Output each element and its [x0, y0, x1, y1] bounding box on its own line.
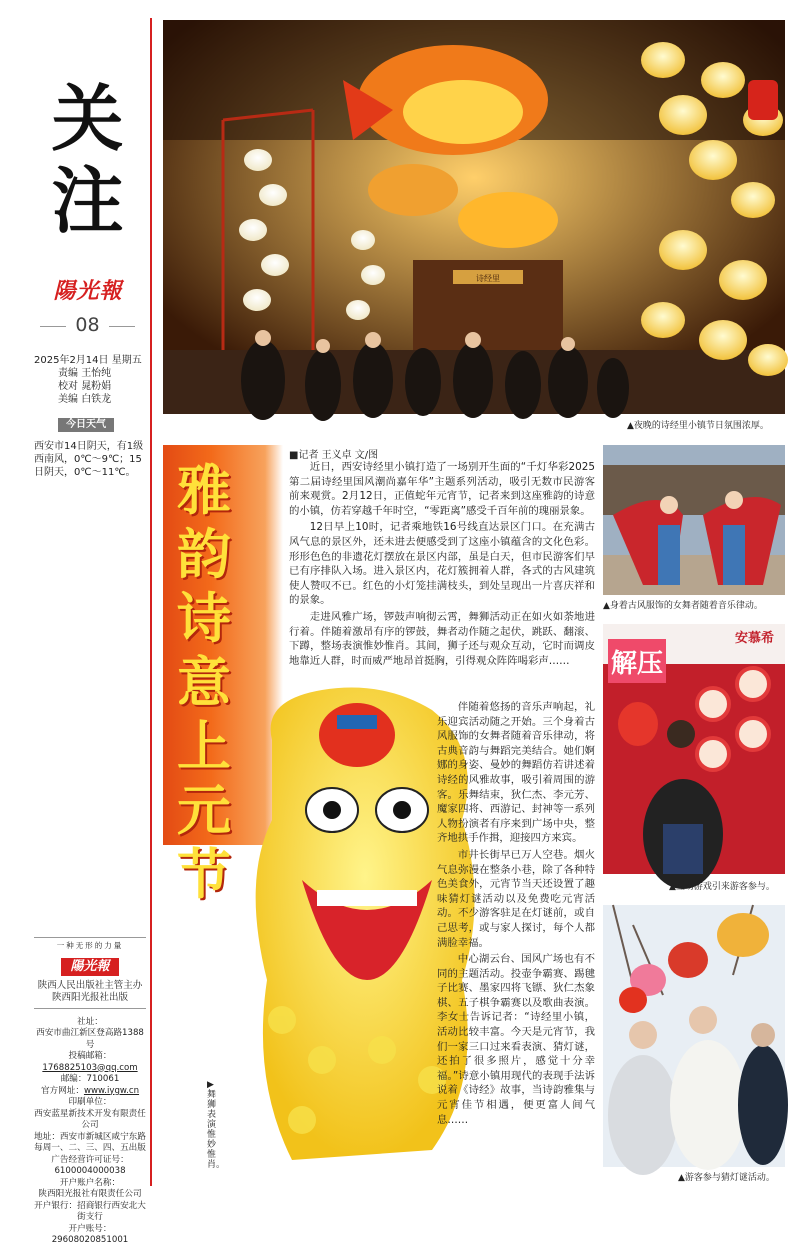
riddle-caption: ▲游客参与猜灯谜活动。: [678, 1173, 775, 1183]
account-name: 陕西阳光报社有限责任公司: [38, 1189, 142, 1199]
page-number: 08: [40, 314, 135, 336]
issue-date: 2025年2月14日 星期五: [34, 355, 142, 366]
editor-line: [34, 367, 146, 380]
weather-text: 西安市14日阴天，有1级西南风，0℃～9℃；15日阴天，0℃～11℃。: [34, 441, 144, 478]
riddle-photo: [603, 905, 785, 1167]
lantern-scene: [163, 20, 785, 414]
sponsor: 陕西人民出版社主管主办: [37, 979, 143, 991]
slogan: 一种无形的力量: [34, 937, 146, 952]
editor-name: 晁粉娟: [81, 381, 112, 392]
publisher-logo: 陽光報: [61, 958, 119, 976]
main-lantern-photo: [163, 20, 785, 414]
website-link[interactable]: www.iygw.cn: [83, 1085, 140, 1096]
dancers-photo: [603, 445, 785, 595]
editor-name: 王怡纯: [81, 368, 112, 379]
section-title: 关注: [51, 76, 124, 243]
game-photo: [603, 624, 785, 874]
editor-role: 美编: [58, 394, 78, 405]
main-photo-caption: ▲夜晚的诗经里小镇节日氛围浓厚。: [627, 421, 769, 431]
postcode: 邮编：710061: [60, 1074, 120, 1084]
game-sign-small: 安慕希: [735, 631, 775, 646]
bank: 开户银行：招商银行西安北大街支行: [34, 1200, 146, 1222]
paragraph: 中心湖云台、国风广场也有不同的主题活动。投壶争霸赛、踢毽子比赛、墨家四将飞镖、狄仁杰象棋、五子棋争霸赛以及歌曲表演。李女士告诉记者：“诗经里小镇，活动比较丰富。今天是元宵节，我们一家三口过来看表演、猜灯谜，还拍了很多照片，感觉十分幸福。”诗意小镇用现代的表现手法诉说着《诗经》故事，当诗韵雅集与元宵佳节相遇，便更富人间气息……: [437, 953, 595, 1126]
article-byline: ■记者 王义卓 文/图: [289, 450, 379, 461]
article-body-column: [437, 700, 595, 1129]
ad-license: 6100004000038: [54, 1166, 126, 1176]
editor-role: 校对: [58, 381, 78, 392]
address-label: 社址：: [77, 1016, 103, 1027]
sidebar-divider: [150, 18, 152, 1186]
ad-license-label: 广告经营许可证号：: [51, 1154, 129, 1165]
website-line: [34, 1086, 146, 1098]
paragraph: 走进风雅广场，锣鼓声响彻云霄，舞狮活动正在如火如荼地进行着。伴随着激昂有序的锣鼓，舞者动作随之起伏，跳跃、翻滚、下蹲，整场表演惟妙惟肖。其间，狮子还与观众互动，它时而调皮地靠近人群，时而威严地昂首挺胸，引得观众阵阵喝彩声……: [289, 610, 595, 667]
game-scene: [603, 624, 785, 874]
newspaper-logo: 陽光報: [53, 278, 123, 304]
editor-name: 白铁龙: [81, 394, 112, 405]
lion-photo-caption: ▶舞狮表演惟妙惟肖。: [207, 1080, 226, 1170]
dancers-caption: ▲身着古风服饰的女舞者随着音乐律动。: [603, 601, 763, 611]
publisher-names: [34, 980, 146, 1009]
issuer: 陕西阳光报社出版: [51, 991, 128, 1003]
paragraph: 近日，西安诗经里小镇打造了一场别开生面的“千灯华彩2025第二届诗经里国风潮尚嘉年华”主题系列活动，吸引无数市民游客前来观赏。2月12日，正值蛇年元宵节，记者来到这座雅韵的诗意的小镇，仿若穿越千年时空，“零距离”感受千百年前的瑰丽景象。: [289, 461, 595, 517]
website-label: 官方网址：: [40, 1085, 84, 1096]
arch-sign: 诗经里: [476, 274, 500, 283]
schedule: 每周一、二、三、四、五出版: [34, 1143, 146, 1153]
account-name-label: 开户账户名称：: [59, 1177, 121, 1188]
dancers-scene: [603, 445, 785, 595]
address: 西安市曲江新区登高路1388号: [36, 1028, 144, 1050]
printer-address: 地址：西安市新城区咸宁东路: [34, 1131, 146, 1142]
editor-role: 责编: [58, 368, 78, 379]
printer: 西安蓝星新技术开发有限责任公司: [34, 1108, 146, 1130]
article-headline: 雅韵诗意上元节: [177, 458, 231, 906]
email-link[interactable]: 1768825103@qq.com: [42, 1062, 138, 1073]
paragraph: 伴随着悠扬的音乐声响起，礼乐迎宾活动随之开始。三个身着古风服饰的女舞者随着音乐律动，将古典音韵与舞蹈完美结合。她们婀娜的身姿、曼妙的舞蹈仿若讲述着诗经的风雅故事，吸引着周围的游客。乐舞结束，狄仁杰、李元芳、魔家四将、西游记、封神等一系列人物扮演者有序来到广场中央，整齐地拱手作揖，迎接四方来宾。: [437, 701, 595, 845]
paragraph: 12日早上10时，记者乘地铁16号线直达景区门口。在充满古风气息的景区外，还未进去便感受到了这座小镇蕴含的文化色彩。形形色色的非遗花灯摆放在景区内部，虽是白天，但市民游客们早已有序排队入场。进入景区内，花灯簇拥着人群，各式的古风建筑使人赞叹不已。红色的小灯笼挂满枝头，到处呈现出一片喜庆祥和的景象。: [289, 521, 595, 607]
weather-badge: 今日天气: [58, 418, 114, 432]
proofreader-line: [34, 380, 146, 393]
designer-line: [34, 393, 146, 406]
article-body-top: [289, 460, 595, 670]
account-number: 开户账号：29608020851001: [51, 1223, 129, 1245]
game-sign-big: 解压: [611, 649, 664, 679]
publisher-info: [34, 937, 146, 1247]
game-caption: ▲互动游戏引来游客参与。: [669, 882, 775, 892]
riddle-scene: [603, 905, 785, 1167]
email-label: 投稿邮箱：: [68, 1051, 112, 1061]
issue-meta: [34, 354, 146, 406]
printer-label: 印刷单位：: [68, 1097, 112, 1107]
paragraph: 市井长街早已万人空巷。烟火气息弥漫在整条小巷，除了各种特色美食外，元宵节当天还设置了趣味猜灯谜活动以及免费吃元宵活动。不少游客驻足在灯谜前，或自己思考，或与家人探讨，每个人都满脸幸福。: [437, 848, 595, 949]
